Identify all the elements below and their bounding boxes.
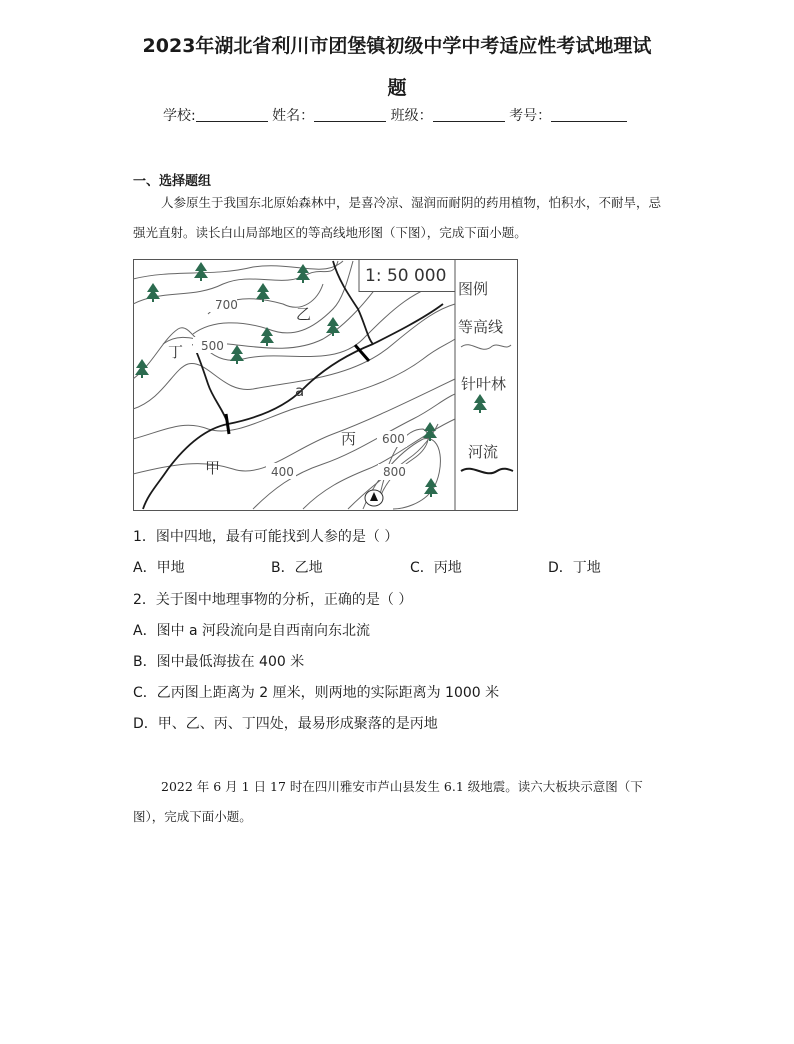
class-blank[interactable]: [433, 107, 505, 122]
q2-option-c[interactable]: C．乙丙图上距离为 2 厘米，则两地的实际距离为 1000 米: [133, 685, 500, 701]
place-yi: 乙: [296, 305, 312, 323]
contour-map-figure: [133, 259, 518, 511]
legend-title: 图例: [458, 280, 489, 298]
intro-paragraph-2: 2022 年 6 月 1 日 17 时在四川雅安市芦山县发生 6.1 级地震。读六大板块示意图（下图），完成下面小题。: [133, 779, 643, 824]
question-1-stem: 1．图中四地，最有可能找到人参的是（ ）: [133, 529, 399, 545]
place-ding: 丁: [168, 343, 184, 361]
contour-label-500: 500: [201, 339, 224, 353]
name-label: 姓名：: [272, 108, 315, 124]
id-label: 考号：: [509, 108, 552, 124]
legend-contour-label: 等高线: [458, 318, 504, 336]
place-bing: 丙: [341, 430, 357, 448]
exam-title-line1: 2023年湖北省利川市团堡镇初级中学中考适应性考试地理试: [142, 35, 652, 57]
q1-option-a[interactable]: A．甲地: [133, 560, 185, 576]
q2-option-b[interactable]: B．图中最低海拔在 400 米: [133, 654, 305, 670]
map-scale: 1: 50 000: [365, 266, 447, 286]
q1-option-d[interactable]: D．丁地: [548, 560, 601, 576]
name-blank[interactable]: [314, 107, 386, 122]
q2-option-a[interactable]: A．图中 a 河段流向是自西南向东北流: [133, 623, 371, 639]
river-a-label: a: [295, 382, 305, 400]
class-label: 班级：: [390, 108, 433, 124]
q1-option-b[interactable]: B．乙地: [271, 560, 323, 576]
question-2-stem: 2．关于图中地理事物的分析，正确的是（ ）: [133, 592, 413, 608]
id-blank[interactable]: [551, 107, 627, 122]
place-jia: 甲: [205, 459, 221, 477]
school-label: 学校:: [163, 108, 196, 124]
contour-label-600: 600: [382, 432, 405, 446]
contour-label-800: 800: [383, 465, 406, 479]
legend-river-label: 河流: [468, 443, 499, 461]
student-info-line: [163, 105, 627, 125]
exam-title-line2: 题: [387, 77, 407, 99]
q1-option-c[interactable]: C．丙地: [410, 560, 462, 576]
legend-forest-label: 针叶林: [461, 375, 507, 393]
q2-option-d[interactable]: D．甲、乙、丙、丁四处，最易形成聚落的是丙地: [133, 716, 438, 732]
intro-paragraph-1: 人参原生于我国东北原始森林中，是喜冷凉、湿润而耐阴的药用植物，怕积水，不耐旱，忌强光直射。读长白山局部地区的等高线地形图（下图），完成下面小题。: [133, 195, 662, 240]
peak-icon: [365, 490, 383, 506]
section-heading: 一、选择题组: [133, 174, 212, 189]
contour-label-400: 400: [271, 465, 294, 479]
contour-label-700: 700: [215, 298, 238, 312]
school-blank[interactable]: [196, 107, 268, 122]
